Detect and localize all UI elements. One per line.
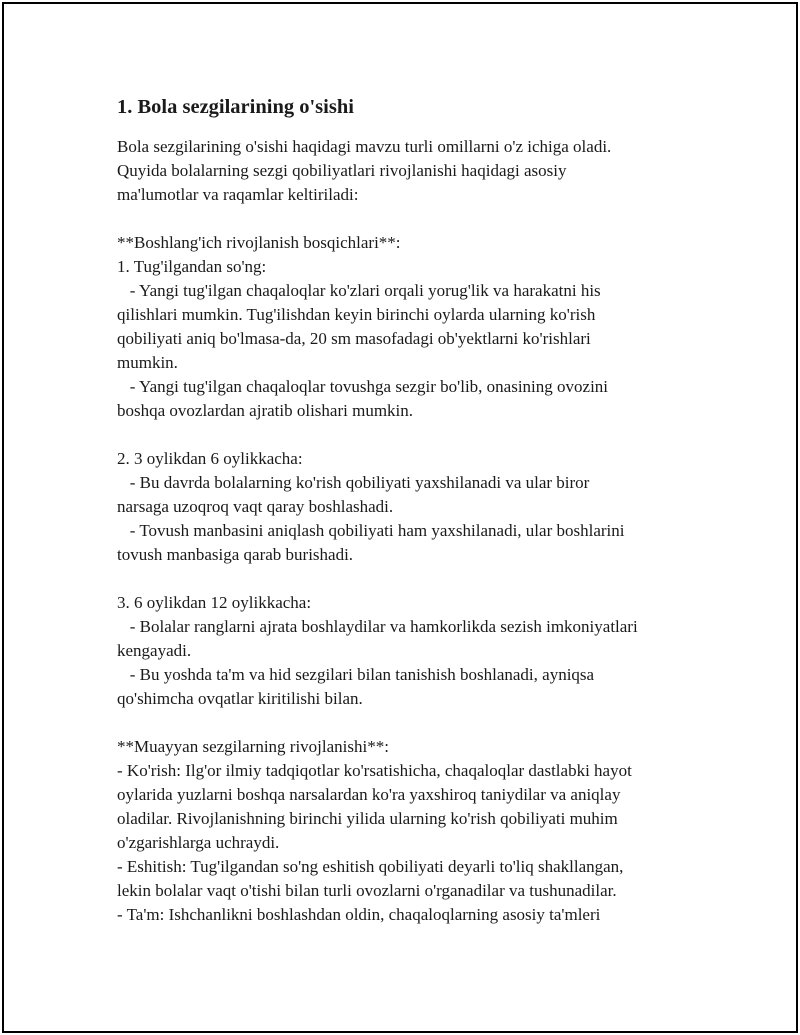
text-line: 2. 3 oylikdan 6 oylikkacha: (117, 449, 303, 468)
text-line: tovush manbasiga qarab burishadi. (117, 545, 354, 564)
text-line (117, 423, 677, 447)
text-line: mumkin. (117, 353, 178, 372)
text-line: 1. Tug'ilgandan so'ng: (117, 257, 267, 276)
text-line: qo'shimcha ovqatlar kiritilishi bilan. (117, 689, 363, 708)
text-line: **Boshlang'ich rivojlanish bosqichlari**: (117, 233, 401, 252)
text-line: boshqa ovozlardan ajratib olishari mumkin. (117, 401, 414, 420)
document-title: 1. Bola sezgilarining o'sishi (117, 96, 354, 118)
text-line: - Yangi tug'ilgan chaqaloqlar tovushga sezgir bo'lib, onasining ovozini (117, 377, 609, 396)
text-line: - Bolalar ranglarni ajrata boshlaydilar va hamkorlikda sezish imkoniyatlari (117, 617, 638, 636)
text-line: Bola sezgilarining o'sishi haqidagi mavzu turli omillarni o'z ichiga oladi. (117, 137, 612, 156)
text-line: qobiliyati aniq bo'lmasa-da, 20 sm masofadagi ob'yektlarni ko'rishlari (117, 329, 591, 348)
text-line: - Eshitish: Tug'ilgandan so'ng eshitish qobiliyati deyarli to'liq shakllangan, (117, 857, 624, 876)
text-line: kengayadi. (117, 641, 192, 660)
text-line: - Yangi tug'ilgan chaqaloqlar ko'zlari orqali yorug'lik va harakatni his (117, 281, 601, 300)
document-body (117, 93, 677, 927)
text-line (117, 567, 677, 591)
text-line: lekin bolalar vaqt o'tishi bilan turli ovozlarni o'rganadilar va tushunadilar. (117, 881, 617, 900)
text-line: Quyida bolalarning sezgi qobiliyatlari rivojlanishi haqidagi asosiy (117, 161, 567, 180)
text-line: o'zgarishlarga uchraydi. (117, 833, 280, 852)
text-line: oladilar. Rivojlanishning birinchi yilida ularning ko'rish qobiliyati muhim (117, 809, 618, 828)
text-line: - Bu yoshda ta'm va hid sezgilari bilan tanishish boshlanadi, ayniqsa (117, 665, 595, 684)
text-line (117, 711, 677, 735)
text-line: - Ta'm: Ishchanlikni boshlashdan oldin, chaqaloqlarning asosiy ta'mleri (117, 905, 601, 924)
text-line: **Muayyan sezgilarning rivojlanishi**: (117, 737, 389, 756)
text-line: - Tovush manbasini aniqlash qobiliyati ham yaxshilanadi, ular boshlarini (117, 521, 625, 540)
text-line (117, 207, 677, 231)
text-line: ma'lumotlar va raqamlar keltiriladi: (117, 185, 359, 204)
text-line: - Bu davrda bolalarning ko'rish qobiliyati yaxshilanadi va ular biror (117, 473, 590, 492)
document-text (117, 135, 677, 927)
text-line: 3. 6 oylikdan 12 oylikkacha: (117, 593, 312, 612)
text-line: - Ko'rish: Ilg'or ilmiy tadqiqotlar ko'rsatishicha, chaqaloqlar dastlabki hayot (117, 761, 632, 780)
text-line: oylarida yuzlarni boshqa narsalardan ko'ra yaxshiroq taniydilar va aniqlay (117, 785, 621, 804)
text-line: narsaga uzoqroq vaqt qaray boshlashadi. (117, 497, 394, 516)
text-line: qilishlari mumkin. Tug'ilishdan keyin birinchi oylarda ularning ko'rish (117, 305, 596, 324)
